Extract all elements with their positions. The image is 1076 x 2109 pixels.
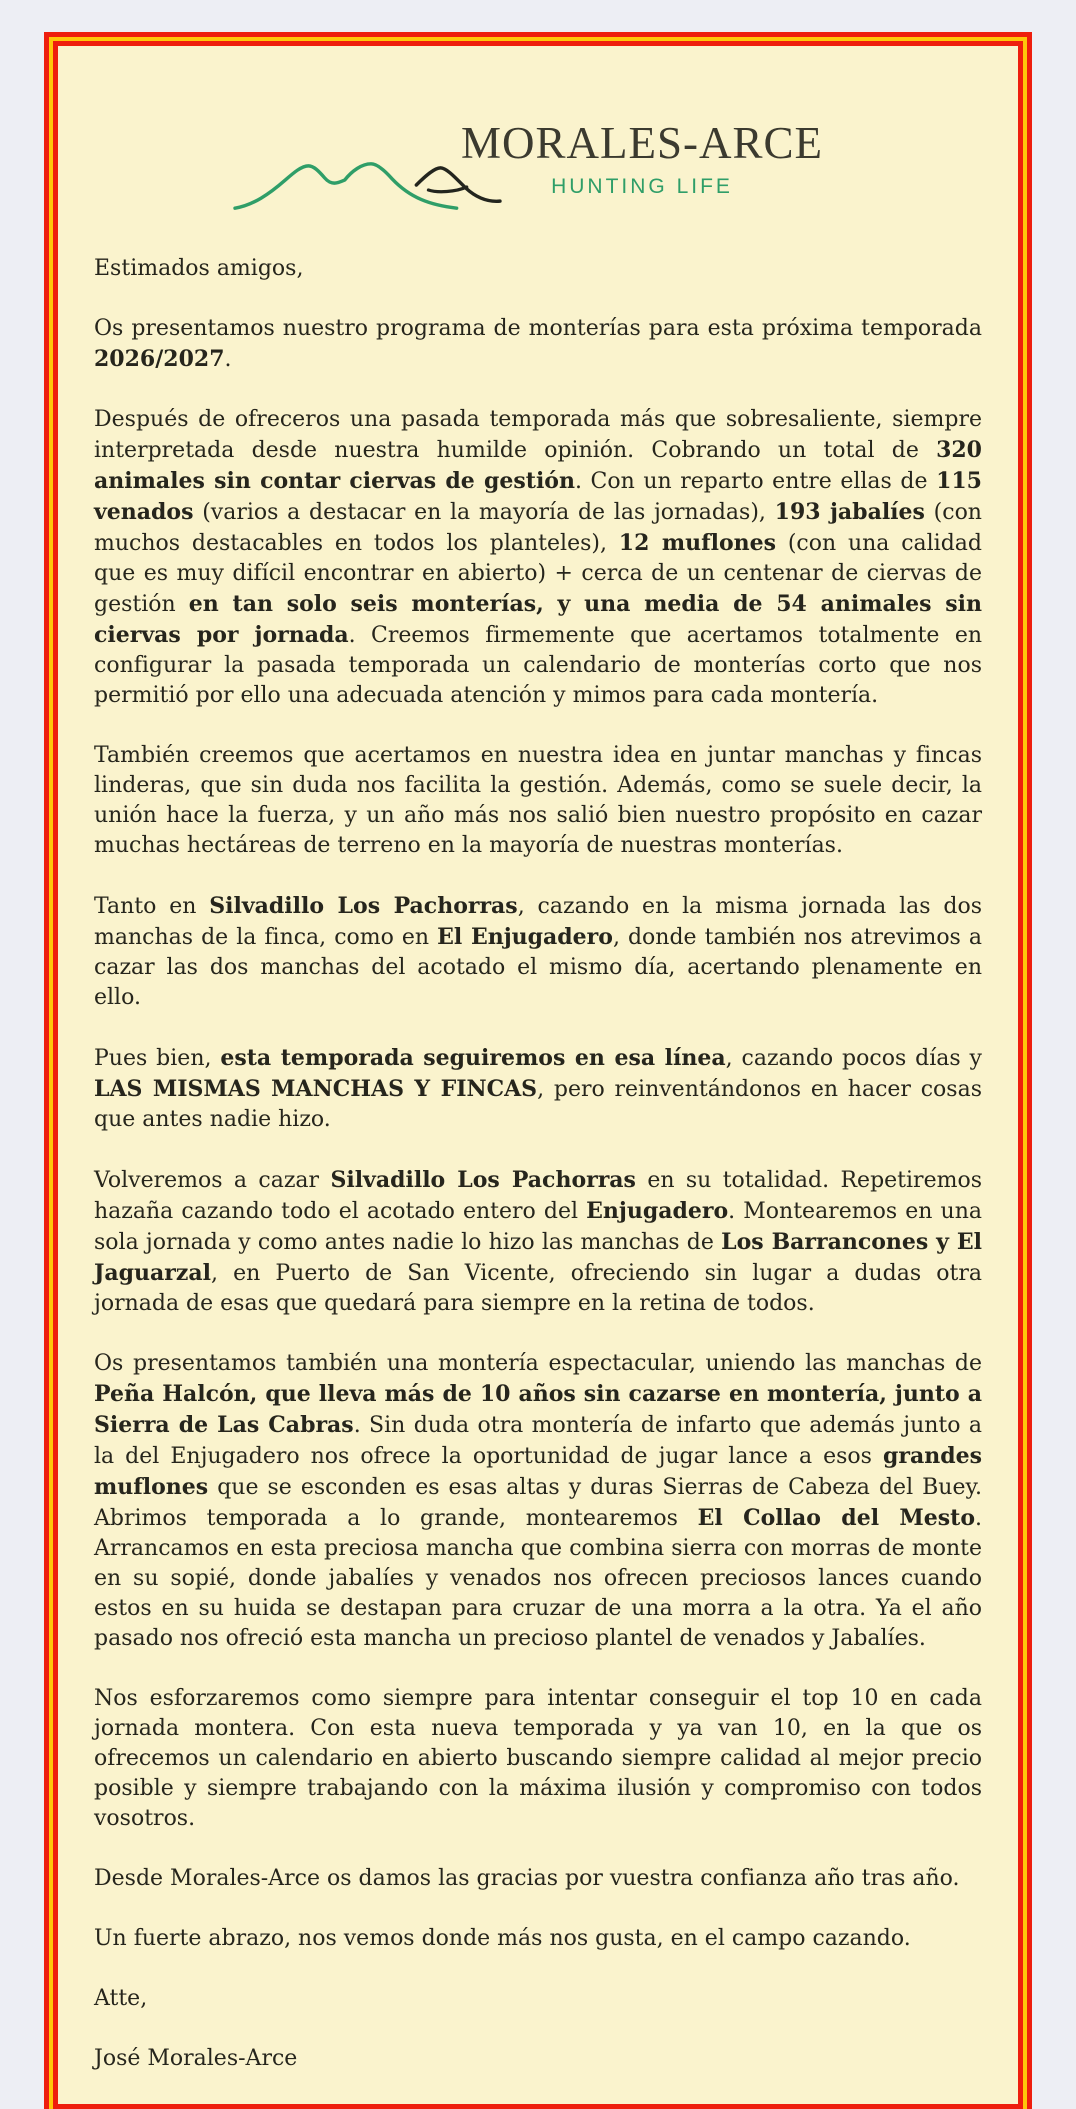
letter-card xyxy=(53,41,1023,2109)
paragraph: Desde Morales-Arce os damos las gracias por vuestra confianza año tras año. xyxy=(94,1866,960,1891)
paragraph: Tanto en Silvadillo Los Pachorras, cazando en la misma jornada las dos manchas de la finca, como en El Enjugadero, donde también nos atrevimos a cazar las dos manchas del acotado el mismo día, acertando plenamente en ello. xyxy=(94,893,982,1010)
paragraph: También creemos que acertamos en nuestra idea en juntar manchas y fincas linderas, que sin duda nos facilita la gestión. Además, como se suele decir, la unión hace la fuerza, y un año más nos salió bien nuestro propósito en cazar muchas hectáreas de terreno en la mayoría de nuestras monterías. xyxy=(94,743,982,858)
paragraph: Después de ofreceros una pasada temporada más que sobresaliente, siempre interpretada desde nuestra humilde opinión. Cobrando un total de 320 animales sin contar ciervas de gestión. Con un reparto entre ellas de 115 venados (varios a destacar en la mayoría de las jornadas), 193 jabalíes (con muchos destacables en todos los planteles), 12 muflones (con una calidad que es muy difícil encontrar en abierto) + cerca de un centenar de ciervas de gestión en tan solo seis monterías, y una media de 54 animales sin ciervas por jornada. Creemos firmemente que acertamos totalmente en configurar la pasada temporada un calendario de monterías corto que nos permitió por ello una adecuada atención y mimos para cada montería. xyxy=(94,407,983,708)
brand-tagline: HUNTING LIFE xyxy=(551,175,733,198)
page-background xyxy=(0,41,1076,2089)
paragraph: Atte, xyxy=(94,1986,148,2011)
letter-body xyxy=(94,254,982,2074)
paragraph: Os presentamos también una montería espectacular, uniendo las manchas de Peña Halcón, que lleva más de 10 años sin cazarse en montería, junto a Sierra de Las Cabras. Sin duda otra montería de infarto que además junto a la del Enjugadero nos ofrece la oportunidad de jugar lance a esos grandes muflones que se esconden es esas altas y duras Sierras de Cabeza del Buey. Abrimos temporada a lo grande, montearemos El Collao del Mesto. Arrancamos en esta preciosa mancha que combina sierra con morras de monte en su sopié, donde jabalíes y venados nos ofrecen preciosos lances cuando estos en su huida se destapan para cruzar de una morra a la otra. Ya el año pasado nos ofreció esta mancha un precioso plantel de venados y Jabalíes. xyxy=(94,1351,982,1651)
paragraph: Estimados amigos, xyxy=(94,256,304,281)
paragraph: Nos esforzaremos como siempre para intentar conseguir el top 10 en cada jornada montera. Con esta nueva temporada y ya van 10, en la que os ofrecemos un calendario en abierto buscando siempre calidad al mejor precio posible y siempre trabajando con la máxima ilusión y compromiso con todos vosotros. xyxy=(94,1686,982,1831)
brand-text-block xyxy=(449,118,835,199)
paragraph: José Morales-Arce xyxy=(94,2046,298,2071)
paragraph: Os presentamos nuestro programa de monterías para esta próxima temporada 2026/2027. xyxy=(94,316,982,372)
brand-name: MORALES-ARCE xyxy=(460,118,824,168)
brand-logo xyxy=(94,94,982,224)
paragraph: Un fuerte abrazo, nos vemos donde más nos gusta, en el campo cazando. xyxy=(94,1926,911,1951)
paragraph: Pues bien, esta temporada seguiremos en esa línea, cazando pocos días y LAS MISMAS MANCHAS Y FINCAS, pero reinventándonos en hacer cosas que antes nadie hizo. xyxy=(94,1045,982,1132)
paragraph: Volveremos a cazar Silvadillo Los Pachorras en su totalidad. Repetiremos hazaña cazando todo el acotado entero del Enjugadero. Montearemos en una sola jornada y como antes nadie lo hizo las manchas de Los Barrancones y El Jaguarzal, en Puerto de San Vicente, ofreciendo sin lugar a dudas otra jornada de esas que quedará para siempre en la retina de todos. xyxy=(94,1167,982,1316)
